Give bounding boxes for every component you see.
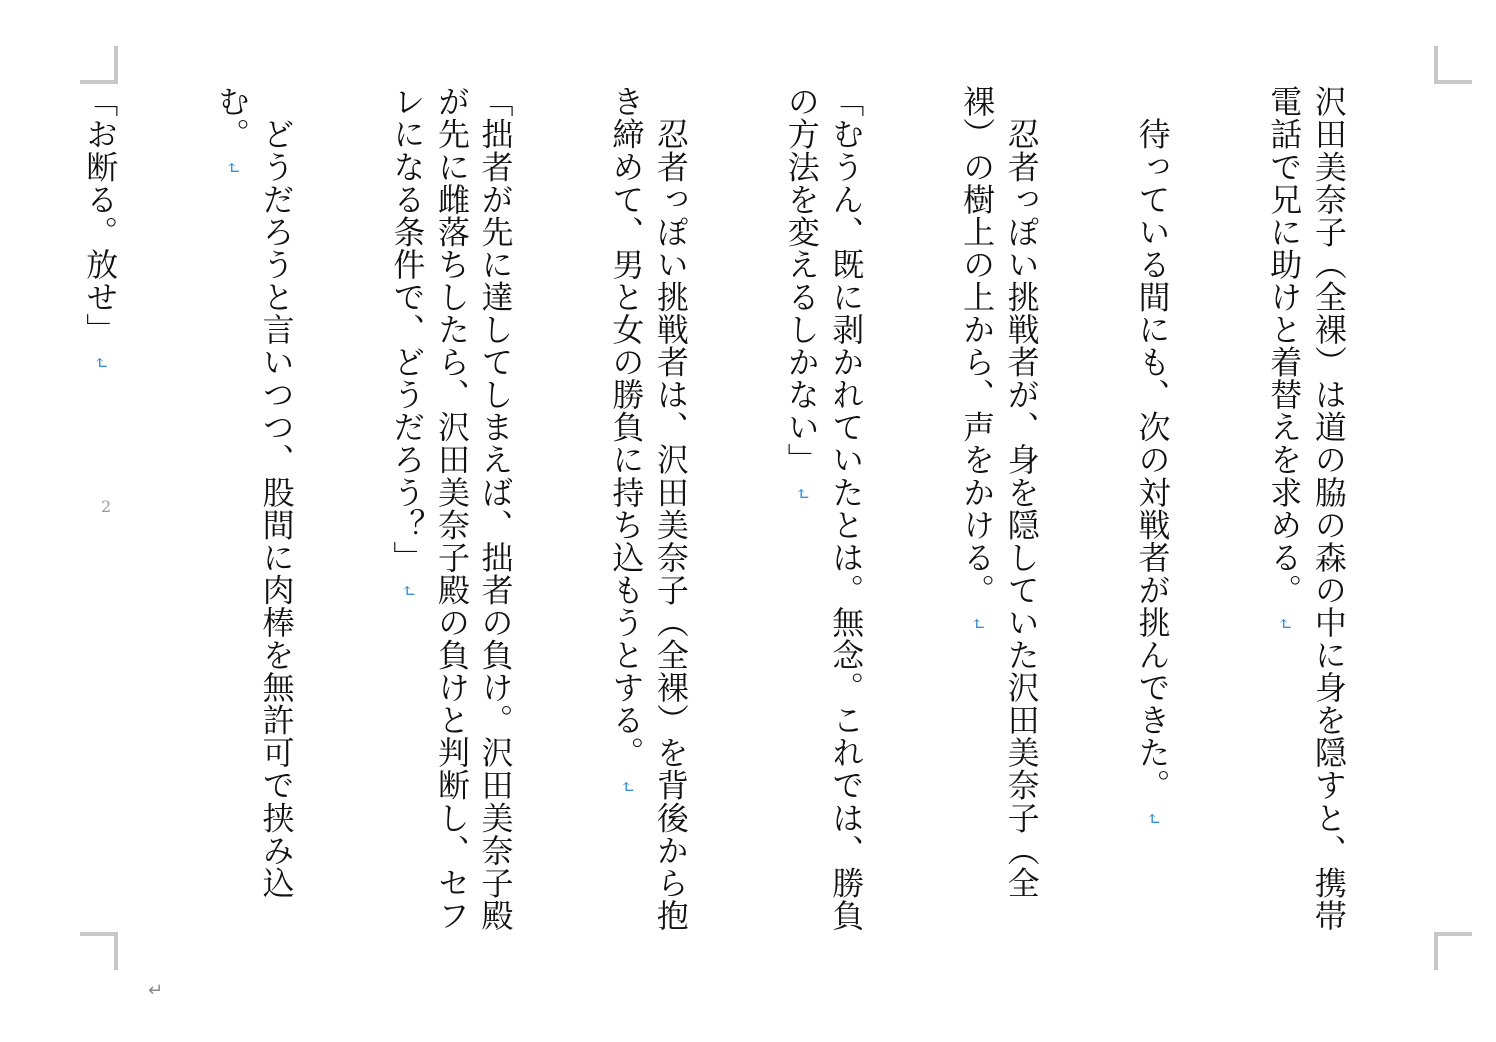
paragraph-mark-icon: ↵	[616, 778, 638, 795]
paragraph: 「お断る。放せ」↵	[78, 85, 123, 935]
paragraph: 忍者っぽい挑戦者が、身を隠していた沢田美奈子（全裸）の樹上の上から、声をかける。↵	[954, 85, 1042, 935]
page-corner-marker	[1434, 932, 1472, 970]
paragraph-mark-icon: ↵	[1274, 615, 1296, 632]
paragraph-mark-icon: ↵	[791, 485, 813, 502]
paragraph-mark-icon: ↵	[221, 160, 243, 176]
paragraph-mark-icon: ↵	[967, 615, 989, 632]
page-corner-marker	[1434, 46, 1472, 84]
paragraph-mark-icon: ↵	[1142, 811, 1164, 827]
paragraph: 「むうん、既に剥かれていたとは。無念。これでは、勝負の方法を変えるしかない」↵	[779, 85, 867, 935]
paragraph: どうだろうと言いつつ、股間に肉棒を無許可で挟み込む。↵	[209, 85, 297, 935]
vertical-text-body[interactable]	[81, 85, 1437, 935]
paragraph: 待っている間にも、次の対戦者が挑んできた。↵	[1130, 85, 1175, 935]
paragraph: 沢田美奈子（全裸）は道の脇の森の中に身を隠すと、携帯電話で兄に助けと着替えを求める。↵	[1262, 85, 1350, 935]
paragraph-mark-icon: ↵	[90, 355, 112, 372]
paragraph-mark-icon: ↵	[397, 583, 419, 599]
page-corner-marker	[80, 932, 118, 970]
paragraph: 忍者っぽい挑戦者は、沢田美奈子（全裸）を背後から抱き締めて、男と女の勝負に持ち込もうとする。↵	[604, 85, 692, 935]
page-corner-marker	[80, 46, 118, 84]
page-number: 2	[101, 497, 112, 516]
end-of-document-mark-icon: ↵	[148, 980, 164, 1001]
paragraph: 「拙者が先に達してしまえば、拙者の負け。沢田美奈子殿が先に雌落ちしたら、沢田美奈子殿の負けと判断し、セフレになる条件で、どうだろう？」↵	[385, 85, 517, 935]
